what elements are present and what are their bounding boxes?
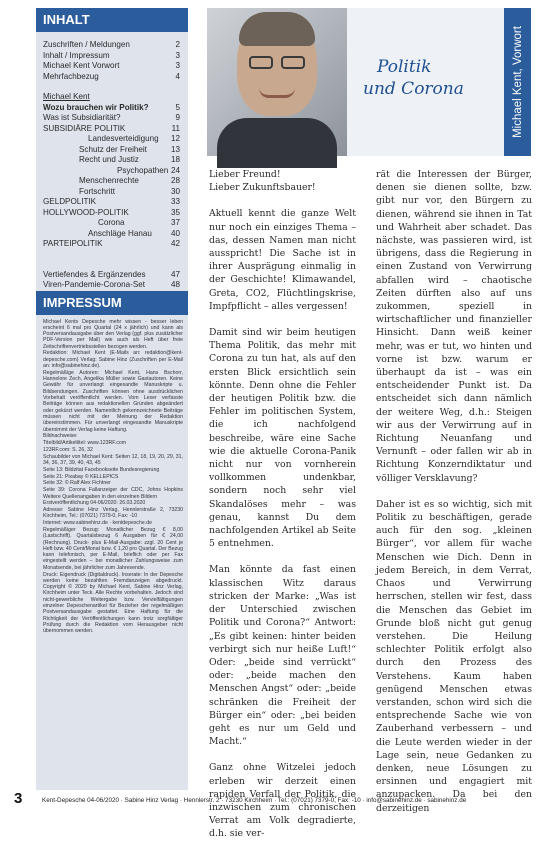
toc-entry-page: 35 bbox=[170, 207, 180, 217]
toc-entry-page: 33 bbox=[170, 197, 180, 206]
toc-entry[interactable] bbox=[43, 208, 184, 219]
toc-entry-page: 47 bbox=[170, 269, 180, 279]
toc-entry-label: Menschenrechte bbox=[79, 176, 139, 185]
toc-entry-label: Schutz der Freiheit bbox=[79, 144, 147, 154]
impressum-heading: IMPRESSUM bbox=[36, 291, 188, 315]
toc-entry-page: 18 bbox=[170, 155, 180, 164]
title-line-1: Politik bbox=[377, 57, 432, 77]
impressum-paragraph: Seite 21: Pixabay © KELLEPICS bbox=[43, 473, 119, 480]
toc-entry[interactable] bbox=[43, 187, 184, 198]
toc-entry[interactable] bbox=[43, 61, 184, 72]
toc-entry-label: PARTEIPOLITIK bbox=[43, 239, 103, 248]
toc-entry-label: Viren-Pandemie-Corona-Set bbox=[43, 280, 145, 289]
toc-entry[interactable] bbox=[43, 124, 184, 135]
toc-entry-label: Vertiefendes & Ergänzendes bbox=[43, 269, 146, 279]
toc-entry-page: 9 bbox=[175, 113, 180, 122]
toc-entry-page: 12 bbox=[170, 134, 180, 143]
article-paragraph: rät die Interessen der Bürger, denen sie dienen sollte, bzw. gibt nur vor, den Bürgern zu dienen, während sie ihnen in Tat und Wahrheit aber schadet. Das nächste, was passieren wird, ist übrigens, dass die Regierung in einen Zustand von Verwirrung abfallen wird – chaotische Zeiten dürften also auf uns zukommen, speziell in wirtschaftlicher und finanzieller Hinsicht. Dann weiß keiner mehr, was er tut, wo hinten und vorne ist bzw. warum er überhaupt da ist – was ein entscheidender Punkt ist. Da entscheidet sich dann nämlich der weitere Weg, d.h.: Steigen wir aus der Verwirrung auf in Richtung Neuanfang und Vernunft – oder fallen wir ab in Richtung Konzerndiktatur und völliger Versklavung? bbox=[376, 169, 532, 484]
article-paragraph: Man könnte da fast einen klassischen Witz daraus stricken der Marke: „Was ist der Unterschied zwischen Politik und Corona?“ Antwort: „Es gibt keinen: hinter beiden verbirgt sich nur heiße Luft!“ Oder: „beide sind verrückt“ oder: „beide machen den Menschen Angst“ oder: „beide schränken die Freiheit der Bürger ein“ oder: „bei beiden geht es nur um Geld und Macht.“ bbox=[209, 564, 356, 748]
article-paragraph: Lieber Freund! bbox=[209, 169, 281, 180]
glasses-left bbox=[249, 56, 273, 69]
toc-entry-label: Mehrfachbezug bbox=[43, 71, 99, 81]
table-of-contents bbox=[36, 32, 188, 291]
article-paragraph: Damit sind wir beim heutigen Thema Politik, das mehr mit Corona zu tun hat, als auf den ersten Blick ersichtlich sein könnte. Denn ohne die Fehler der heutigen Politik bzw. die Fehler im politischen System, die ich nachfolgend beschreibe, wäre eine Sache wie die aktuelle Corona-Panik nicht nur von vornherein vollkommen undenkbar, sondern noch sehr viel Skandalöses mehr – was genau, kannst Du dem nachfolgenden Artikel ab Seite 5 entnehmen. bbox=[209, 327, 356, 550]
toc-entry[interactable] bbox=[43, 51, 184, 62]
article-paragraph: Aktuell kennt die ganze Welt nur noch ein einziges Thema – das, dessen Namen man nicht ausspricht! Die Sache ist in ihrer Ausprägung einmalig in der Geschichte! Klimawandel, Greta, CO2, Flüchtlingskrise, Impfpflicht – alles vergessen! bbox=[209, 208, 356, 312]
toc-entry[interactable] bbox=[43, 280, 184, 291]
toc-entry[interactable] bbox=[43, 145, 184, 156]
impressum-paragraph: Bildnachweise: bbox=[43, 433, 78, 440]
toc-entry-page: 2 bbox=[175, 40, 180, 49]
sidebar bbox=[36, 8, 188, 790]
impressum-paragraph: Internet: www.sabinehinz.de · kentdepesche.de bbox=[43, 520, 153, 527]
article-paragraph: Lieber Zukunftsbauer! bbox=[209, 182, 316, 194]
toc-entry-label: Michael Kent Vorwort bbox=[43, 61, 120, 70]
toc-entry-label: GELDPOLITIK bbox=[43, 197, 97, 206]
toc-entry[interactable] bbox=[43, 166, 184, 177]
toc-entry-label: Michael Kent bbox=[43, 92, 90, 101]
toc-entry[interactable] bbox=[43, 239, 184, 250]
toc-entry-page: 13 bbox=[170, 144, 180, 154]
impressum-paragraph: Schaubilder von Michael Kent: Seiten 12, 18, 19, 20, 29, 31, 34, 36, 37, 39, 40, 43, 45 bbox=[43, 453, 183, 467]
portrait-shirt bbox=[217, 118, 337, 168]
toc-entry-page: 28 bbox=[170, 176, 180, 185]
toc-entry-label: SUBSIDIÄRE POLITIK bbox=[43, 123, 126, 133]
article-column-1 bbox=[209, 168, 356, 841]
toc-entry[interactable] bbox=[43, 229, 184, 240]
toc-entry[interactable] bbox=[43, 92, 184, 103]
impressum-paragraph: Erstveröffentlichung 04-06/2020: 26.03.2020 bbox=[43, 500, 146, 507]
impressum-paragraph: Seite 39: Corona Fallanzeiger der CDC, Johns Hopkins Weitere Quellenangaben in den einzelnen Bildern bbox=[43, 487, 183, 500]
toc-entry[interactable] bbox=[43, 134, 184, 145]
toc-entry-label: Anschläge Hanau bbox=[88, 228, 152, 238]
impressum-paragraph: Regelmäßiger Bezug: Monatlicher Bezug € 8,00 (Lastschrift). Quartalsbezug 6 Ausgaben für € 24,00 (Rechnung). Druck- plus E-Mail-Ausgabe: zzgl. 20 Cent je Heft bzw. 40 Cent/Monat bzw. € 1,20 pro Quartal. Der Bezug kann telefonisch, per E-Mail, brieflich oder per Fax eingestellt werden – bei monatlicher Zahlungsweise zum Monatsende, bei jährlicher zum Jahresende. bbox=[43, 527, 183, 571]
impressum-paragraph: 123RF.com: S. 26, 32 bbox=[43, 446, 93, 453]
toc-entry-page: 4 bbox=[175, 71, 180, 81]
impressum-paragraph: Titelbild/Artikeltitel: www.123RF.com bbox=[43, 440, 127, 447]
toc-entry-label: Psychopathen bbox=[117, 165, 169, 175]
toc-entry-page: 48 bbox=[170, 280, 180, 289]
impressum-paragraph: Seite 13: Bildzitat Facebookseite Bundesregierung bbox=[43, 466, 160, 473]
toc-entry-label: Landesverteidigung bbox=[88, 134, 159, 143]
toc-entry-page: 3 bbox=[175, 61, 180, 70]
title-line-2: und Corona bbox=[363, 79, 464, 99]
impressum-paragraph: Redaktion: Michael Kent (E-Mails an: redaktion@kent-depesche.com) Verlag: Sabine Hinz (Zuschriften per E-Mail an: info@sabinehinz.de). bbox=[43, 350, 183, 370]
toc-entry-page: 40 bbox=[170, 228, 180, 238]
toc-entry-label: Fortschritt bbox=[79, 186, 115, 196]
article-paragraph: Daher ist es so wichtig, sich mit Politik zu beschäftigen, gerade auch für den sog. „kleinen Bürger“, vor allem für wache Menschen wie Dich. Denn in jedem Bereich, in dem Verrat, Chaos und Verwirrung herrschen, stellen wir fest, dass die Menschen das Gebiet im Grunde bloß nicht gut genug verstehen. Die Heilung schlechter Politik erfolgt also durch den Prozess des Verstehens. Kaum haben genügend Menschen etwas verstanden, schon wird sich die entsprechende Sache wie von Zauberhand verbessern – und die Leute werden wieder in der Lage sein, neue Gedanken zu denken, neue Lösungen zu ersinnen und engagiert mit anzupacken. Da bei den derzeitigen bbox=[376, 498, 532, 814]
toc-entry[interactable] bbox=[43, 40, 184, 51]
page-footer bbox=[10, 790, 538, 810]
toc-entry[interactable] bbox=[43, 155, 184, 166]
portrait-hair bbox=[239, 12, 315, 46]
article-title bbox=[357, 56, 477, 100]
impressum-paragraph: Regelmäßige Autoren: Michael Kent, Hans Bschorr, Hannelore Zech, Angelika Müller sowie Gastautoren. Keine Gewähr für unverlangt eingesandte Manuskripte u. Bildsendungen. Zuschriften können ohne ausdrücklichen Vorbehalt veröffentlicht werden. Vom Leser verfasste Beiträge können aus redaktionellen Gründen abgeändert oder gekürzt werden. Namentlich gekennzeichnete Beiträge müssen nicht mit der Meinung der Redaktion übereinstimmen. Für unverlangt eingesandte Manuskripte übernimmt der Verlag keine Haftung. bbox=[43, 369, 183, 433]
vertical-section-label: Michael Kent, Vorwort bbox=[511, 26, 524, 138]
toc-entry[interactable] bbox=[43, 270, 184, 281]
vertical-section-bar bbox=[504, 8, 531, 156]
toc-entry-label: HOLLYWOOD-POLITIK bbox=[43, 207, 129, 217]
toc-entry-page: 11 bbox=[171, 123, 180, 133]
toc-spacer bbox=[43, 260, 184, 270]
toc-entry-label: Corona bbox=[98, 218, 125, 227]
toc-entry-label: Inhalt / Impressum bbox=[43, 50, 110, 60]
toc-entry-label: Wozu brauchen wir Politik? bbox=[43, 102, 149, 112]
toc-entry[interactable] bbox=[43, 72, 184, 83]
article-column-2 bbox=[376, 168, 532, 815]
toc-entry[interactable] bbox=[43, 218, 184, 229]
toc-entry-page: 42 bbox=[170, 239, 180, 248]
toc-entry-page: 37 bbox=[170, 218, 180, 227]
impressum-paragraph: Seite 32: © Ralf Alex Fichtner bbox=[43, 480, 111, 487]
glasses-right bbox=[281, 56, 305, 69]
toc-entry[interactable] bbox=[43, 197, 184, 208]
footer-imprint: Kent-Depesche 04-06/2020 · Sabine Hinz Verlag · Hennlerstr. 2 · 73230 Kirchheim · Tel.: (07021) 7379-0, Fax: -10 · info@sabinehinz.de · sabinehinz.de bbox=[42, 797, 467, 804]
toc-spacer bbox=[43, 250, 184, 260]
impressum-paragraph: Adresse: Sabine Hinz Verlag, Hennlerstraße 2, 73230 Kirchheim, Tel.: (07021) 7379-0, Fax: -10 bbox=[43, 507, 183, 520]
inhalt-heading: INHALT bbox=[36, 8, 188, 32]
toc-entry-label: Zuschriften / Meldungen bbox=[43, 40, 130, 49]
toc-entry[interactable] bbox=[43, 176, 184, 187]
impressum-text bbox=[36, 315, 188, 635]
toc-entry[interactable] bbox=[43, 113, 184, 124]
impressum-paragraph: Michael Kents Depesche mehr wissen - besser leben erscheint 6 mal pro Quartal (24 x jährlich) und kann als Postversandausgabe über den Verlag (ggf. plus zusätzlicher PDF-Version per Mail) wie auch als Heft über freie Zeitschriftenvertriebsstellen bezogen werden. bbox=[43, 318, 183, 350]
article-header bbox=[207, 8, 531, 156]
toc-entry-label: Was ist Subsidiarität? bbox=[43, 113, 121, 122]
author-photo bbox=[207, 8, 347, 156]
toc-entry[interactable] bbox=[43, 103, 184, 114]
toc-spacer bbox=[43, 82, 184, 92]
portrait-smile bbox=[259, 88, 295, 98]
toc-entry-page: 30 bbox=[170, 186, 180, 196]
toc-entry-label: Recht und Justiz bbox=[79, 155, 139, 164]
toc-entry-page: 24 bbox=[170, 165, 180, 175]
toc-entry-page: 3 bbox=[175, 50, 180, 60]
page-number: 3 bbox=[14, 790, 23, 807]
impressum-paragraph: Druck: Eigendruck (Digitaldruck). Inserate: In der Depesche werden keine bezahlten Fremdanzeigen abgedruckt. Copyright © 2020 by Michael Kent, Sabine Hinz Verlag, Kirchheim unter Teck. Alle Rechte vorbehalten. Jedoch sind nicht-gewerbliche Weitergabe bzw. Vervielfältigungen einzelner Depeschenartikel für Bezieher der regelmäßigen Postversandausgabe gestattet. Eine Haftung für die Richtigkeit der Veröffentlichungen kann trotz sorgfältiger Prüfung durch die Redaktion vom Herausgeber nicht übernommen werden. bbox=[43, 571, 183, 635]
article-paragraph: Ganz ohne Witzelei jedoch erleben wir derzeit einen rapiden Verfall der Politik, die inzwischen zum chronischen Verrat am Volk degradierte, d.h. sie ver- bbox=[209, 762, 356, 840]
toc-entry-page: 5 bbox=[175, 102, 180, 112]
